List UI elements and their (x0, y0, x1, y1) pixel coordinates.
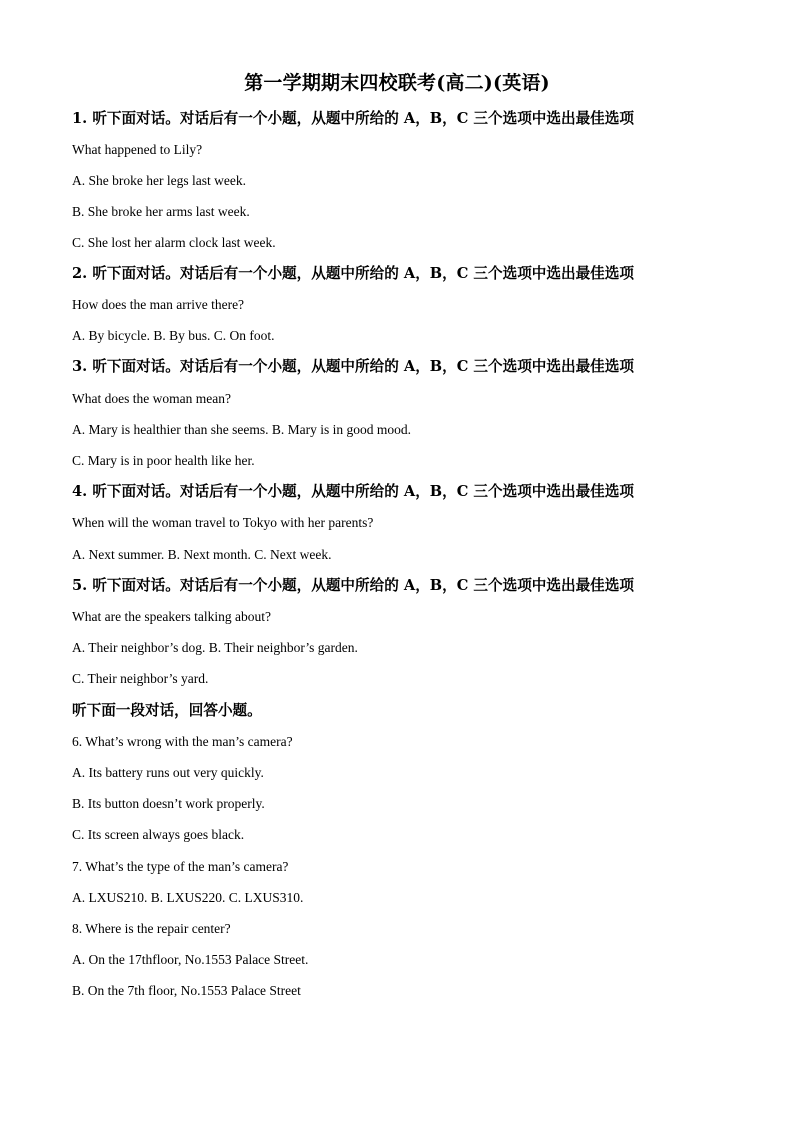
question-6-option-b: B. Its button doesn’t work properly. (72, 796, 265, 811)
question-1-prompt: What happened to Lily? (72, 142, 203, 157)
question-2-heading: 2. 听下面对话。对话后有一个小题，从题中所给的 A，B，C 三个选项中选出最佳选项 (72, 265, 634, 282)
question-5-heading: 5. 听下面对话。对话后有一个小题，从题中所给的 A，B，C 三个选项中选出最佳选项 (72, 577, 634, 594)
page-title: 第一学期期末四校联考(高二)(英语) (244, 72, 550, 94)
question-2-options: A. By bicycle. B. By bus. C. On foot. (72, 328, 275, 343)
question-3-prompt: What does the woman mean? (72, 391, 231, 406)
question-2-prompt: How does the man arrive there? (72, 297, 245, 312)
section-heading-dialogue: 听下面一段对话，回答小题。 (72, 702, 262, 719)
question-5-options-ab: A. Their neighbor’s dog. B. Their neighbor’s garden. (72, 640, 358, 655)
question-3-options-ab: A. Mary is healthier than she seems. B. Mary is in good mood. (72, 422, 411, 437)
question-6-option-c: C. Its screen always goes black. (72, 827, 245, 842)
question-4-options: A. Next summer. B. Next month. C. Next week. (72, 547, 332, 562)
question-1-option-c: C. She lost her alarm clock last week. (72, 235, 276, 250)
question-5-option-c: C. Their neighbor’s yard. (72, 671, 209, 686)
question-3-option-c: C. Mary is in poor health like her. (72, 453, 255, 468)
question-4-prompt: When will the woman travel to Tokyo with her parents? (72, 515, 374, 530)
question-6-prompt: 6. What’s wrong with the man’s camera? (72, 734, 293, 749)
question-1-heading: 1. 听下面对话。对话后有一个小题，从题中所给的 A，B，C 三个选项中选出最佳选项 (72, 110, 634, 127)
question-3-heading: 3. 听下面对话。对话后有一个小题，从题中所给的 A，B，C 三个选项中选出最佳选项 (72, 358, 634, 375)
question-7-options: A. LXUS210. B. LXUS220. C. LXUS310. (72, 890, 304, 905)
question-8-option-a: A. On the 17thfloor, No.1553 Palace Street. (72, 952, 309, 967)
question-7-prompt: 7. What’s the type of the man’s camera? (72, 859, 289, 874)
question-1-option-a: A. She broke her legs last week. (72, 173, 246, 188)
question-5-prompt: What are the speakers talking about? (72, 609, 272, 624)
question-1-option-b: B. She broke her arms last week. (72, 204, 250, 219)
question-4-heading: 4. 听下面对话。对话后有一个小题，从题中所给的 A，B，C 三个选项中选出最佳选项 (72, 483, 634, 500)
question-8-prompt: 8. Where is the repair center? (72, 921, 231, 936)
question-8-option-b: B. On the 7th floor, No.1553 Palace Street (72, 983, 301, 998)
question-6-option-a: A. Its battery runs out very quickly. (72, 765, 264, 780)
